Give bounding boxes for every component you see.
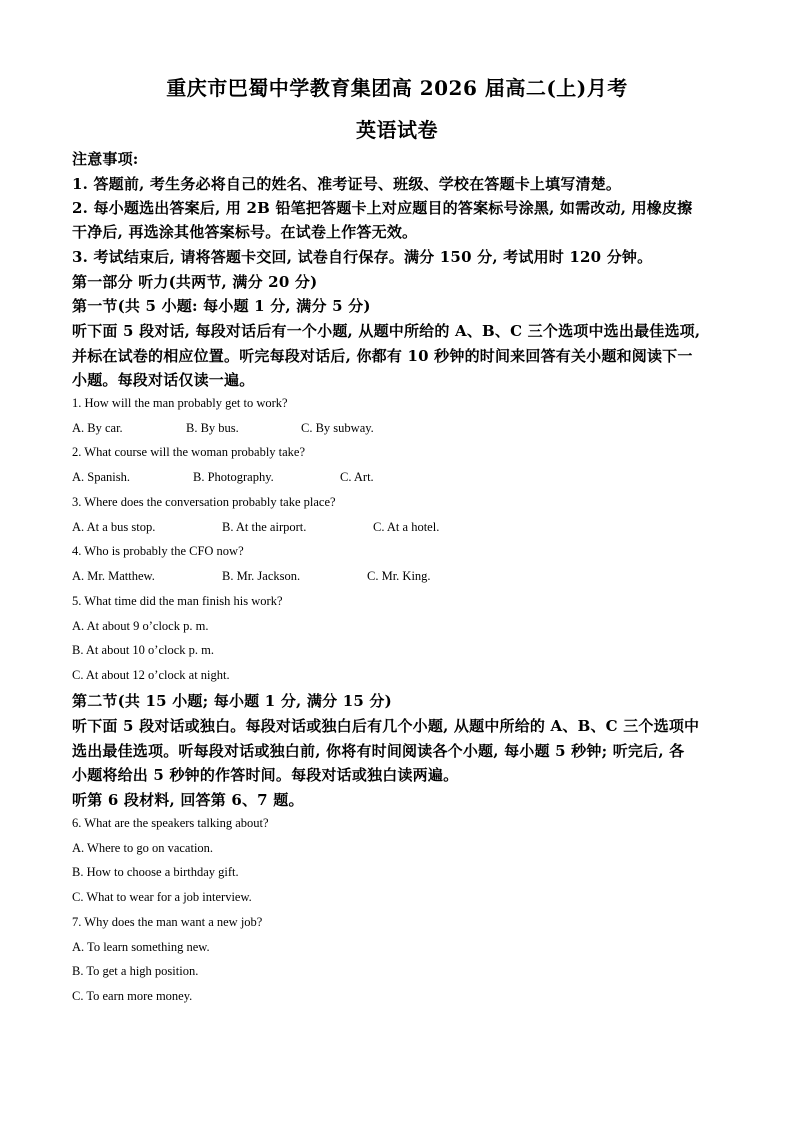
material-6-heading: 听第 6 段材料, 回答第 6、7 题。 [72,791,304,809]
question-4-stem: 4. Who is probably the CFO now? [72,544,244,558]
question-6-option-a: A. Where to go on vacation. [72,841,214,855]
section1-instruction-line-2: 并标在试卷的相应位置。听完每段对话后, 你都有 10 秒钟的时间来回答有关小题和阅读下一 [72,347,693,365]
question-3-option-b: B. At the airport. [222,520,307,534]
question-5-stem: 5. What time did the man finish his work? [72,594,283,608]
question-6-option-c: C. What to wear for a job interview. [72,890,252,904]
question-1-option-c: C. By subway. [301,421,374,435]
question-7-option-c: C. To earn more money. [72,989,193,1003]
question-5-option-a: A. At about 9 o’clock p. m. [72,619,209,633]
note-item-2-line-1: 2. 每小题选出答案后, 用 2B 铅笔把答题卡上对应题目的答案标号涂黑, 如需改动, 用橡皮擦 [72,199,693,217]
question-3-stem: 3. Where does the conversation probably take place? [72,495,336,509]
section2-instruction-line-1: 听下面 5 段对话或独白。每段对话或独白后有几个小题, 从题中所给的 A、B、C 三个选项中 [72,717,700,735]
exam-subtitle: 英语试卷 [356,118,438,142]
note-item-1: 1. 答题前, 考生务必将自己的姓名、准考证号、班级、学校在答题卡上填写清楚。 [72,175,622,193]
question-1-option-a: A. By car. [72,421,123,435]
question-2-option-a: A. Spanish. [72,470,130,484]
section1-heading: 第一节(共 5 小题: 每小题 1 分, 满分 5 分) [72,297,371,315]
question-3-option-c: C. At a hotel. [373,520,440,534]
section2-heading: 第二节(共 15 小题; 每小题 1 分, 满分 15 分) [72,692,392,710]
section1-instruction-line-1: 听下面 5 段对话, 每段对话后有一个小题, 从题中所给的 A、B、C 三个选项中选出最佳选项, [72,322,701,340]
exam-title: 重庆市巴蜀中学教育集团高 2026 届高二(上)月考 [166,76,628,100]
note-item-3: 3. 考试结束后, 请将答题卡交回, 试卷自行保存。满分 150 分, 考试用时 120 分钟。 [72,248,653,266]
question-2-stem: 2. What course will the woman probably take? [72,445,306,459]
part1-heading: 第一部分 听力(共两节, 满分 20 分) [72,273,318,291]
question-5-option-c: C. At about 12 o’clock at night. [72,668,230,682]
question-3-option-a: A. At a bus stop. [72,520,156,534]
question-4-option-b: B. Mr. Jackson. [222,569,301,583]
question-2-option-b: B. Photography. [193,470,274,484]
section1-instruction-line-3: 小题。每段对话仅读一遍。 [72,371,255,389]
question-7-option-a: A. To learn something new. [72,940,210,954]
question-2-option-c: C. Art. [340,470,374,484]
question-1-stem: 1. How will the man probably get to work? [72,396,288,410]
question-4-option-c: C. Mr. King. [367,569,431,583]
section2-instruction-line-3: 小题将给出 5 秒钟的作答时间。每段对话或独白读两遍。 [72,766,459,784]
question-7-option-b: B. To get a high position. [72,964,199,978]
question-6-stem: 6. What are the speakers talking about? [72,816,269,830]
notes-heading: 注意事项: [72,150,139,168]
section2-instruction-line-2: 选出最佳选项。听每段对话或独白前, 你将有时间阅读各个小题, 每小题 5 秒钟; 听完后, 各 [72,742,685,760]
question-7-stem: 7. Why does the man want a new job? [72,915,263,929]
question-1-option-b: B. By bus. [186,421,239,435]
note-item-2-line-2: 干净后, 再选涂其他答案标号。在试卷上作答无效。 [72,223,418,241]
question-5-option-b: B. At about 10 o’clock p. m. [72,643,214,657]
question-4-option-a: A. Mr. Matthew. [72,569,155,583]
question-6-option-b: B. How to choose a birthday gift. [72,865,239,879]
